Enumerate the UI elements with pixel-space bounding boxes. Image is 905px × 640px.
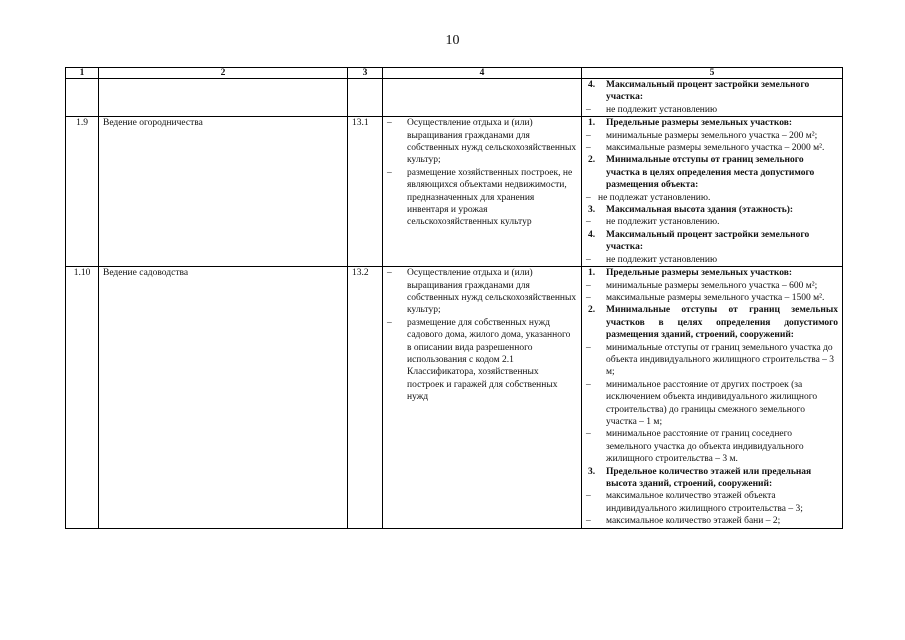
classifier-code-cell: 13.1 [348, 117, 383, 267]
land-use-table [65, 67, 843, 529]
header-cell: 3 [348, 68, 383, 79]
name-cell: Ведение садоводства [99, 267, 348, 529]
table-row [66, 79, 843, 117]
description-cell [383, 267, 582, 529]
param-item: – минимальные размеры земельного участка – 200 м²; [586, 130, 818, 141]
header-cell: 2 [99, 68, 348, 79]
parameters-cell [582, 117, 843, 267]
code-cell: 1.9 [66, 117, 99, 267]
param-item: – не подлежат установлению. [586, 192, 711, 203]
name-cell: Ведение огородничества [99, 117, 348, 267]
param-section: 3. Предельное количество этажей или предельная высота зданий, строений, сооружений: [588, 466, 812, 489]
param-item: – не подлежит установлению [586, 104, 718, 115]
description-item: – Осуществление отдыха и (или) выращивания гражданами для собственных нужд сельскохозяйственных культур; [387, 267, 577, 317]
param-item: – минимальные отступы от границ земельного участка до объекта индивидуального жилищного строительства – 3 м; [586, 342, 835, 378]
param-section: 3. Максимальная высота здания (этажность): [588, 205, 794, 216]
param-item: – максимальные размеры земельного участка – 2000 м². [586, 143, 825, 154]
param-item: – максимальное количество этажей объекта индивидуального жилищного строительства – 3; [586, 491, 803, 514]
param-item: – минимальное расстояние от других построек (за исключением объекта индивидуального жилищного строительства) до границы смежного земельного участка – 1 м; [586, 379, 818, 427]
table-row [66, 117, 843, 267]
header-cell: 4 [383, 68, 582, 79]
param-item: – минимальное расстояние от границ соседнего земельного участка до объекта индивидуального жилищного строительства – 3 м. [586, 429, 804, 465]
param-item: – максимальное количество этажей бани – 2; [586, 516, 781, 527]
parameters-cell [582, 79, 843, 117]
code-cell: 1.10 [66, 267, 99, 529]
param-section: 1. Предельные размеры земельных участков: [588, 268, 793, 279]
classifier-code-cell [348, 79, 383, 117]
param-section: 1. Предельные размеры земельных участков: [588, 118, 793, 129]
param-section: 2. Минимальные отступы от границ земельных участков в целях определения допустимого размещения зданий, строений, сооружений: [588, 305, 838, 341]
name-cell [99, 79, 348, 117]
description-cell [383, 117, 582, 267]
header-cell: 5 [582, 68, 843, 79]
code-cell [66, 79, 99, 117]
description-cell [383, 79, 582, 117]
parameters-cell [582, 267, 843, 529]
description-item: – Осуществление отдыха и (или) выращивания гражданами для собственных нужд сельскохозяйственных культур; [387, 117, 577, 167]
param-section: 4. Максимальный процент застройки земельного участка: [588, 229, 810, 253]
param-item: – не подлежит установлению. [586, 217, 720, 228]
classifier-code-cell: 13.2 [348, 267, 383, 529]
param-item: – не подлежит установлению [586, 254, 718, 265]
param-item: – максимальные размеры земельного участка – 1500 м². [586, 292, 825, 303]
page-number: 10 [445, 33, 460, 48]
param-item: – минимальные размеры земельного участка – 600 м²; [586, 280, 818, 291]
description-item: – размещение хозяйственных построек, не являющихся объектами недвижимости, предназначенных для хранения инвентаря и урожая сельскохозяйственных культур [387, 167, 577, 229]
table-row [66, 267, 843, 529]
table-header-row [66, 68, 843, 79]
param-section: 2. Минимальные отступы от границ земельного участка в целях определения места допустимого размещения объекта: [588, 155, 815, 191]
header-cell: 1 [66, 68, 99, 79]
description-item: – размещение для собственных нужд садового дома, жилого дома, указанного в описании вида разрешенного использования с кодом 2.1 Классификатора, хозяйственных построек и гаражей для собственных нужд [387, 317, 577, 404]
param-section: 4. Максимальный процент застройки земельного участка: [588, 80, 810, 103]
